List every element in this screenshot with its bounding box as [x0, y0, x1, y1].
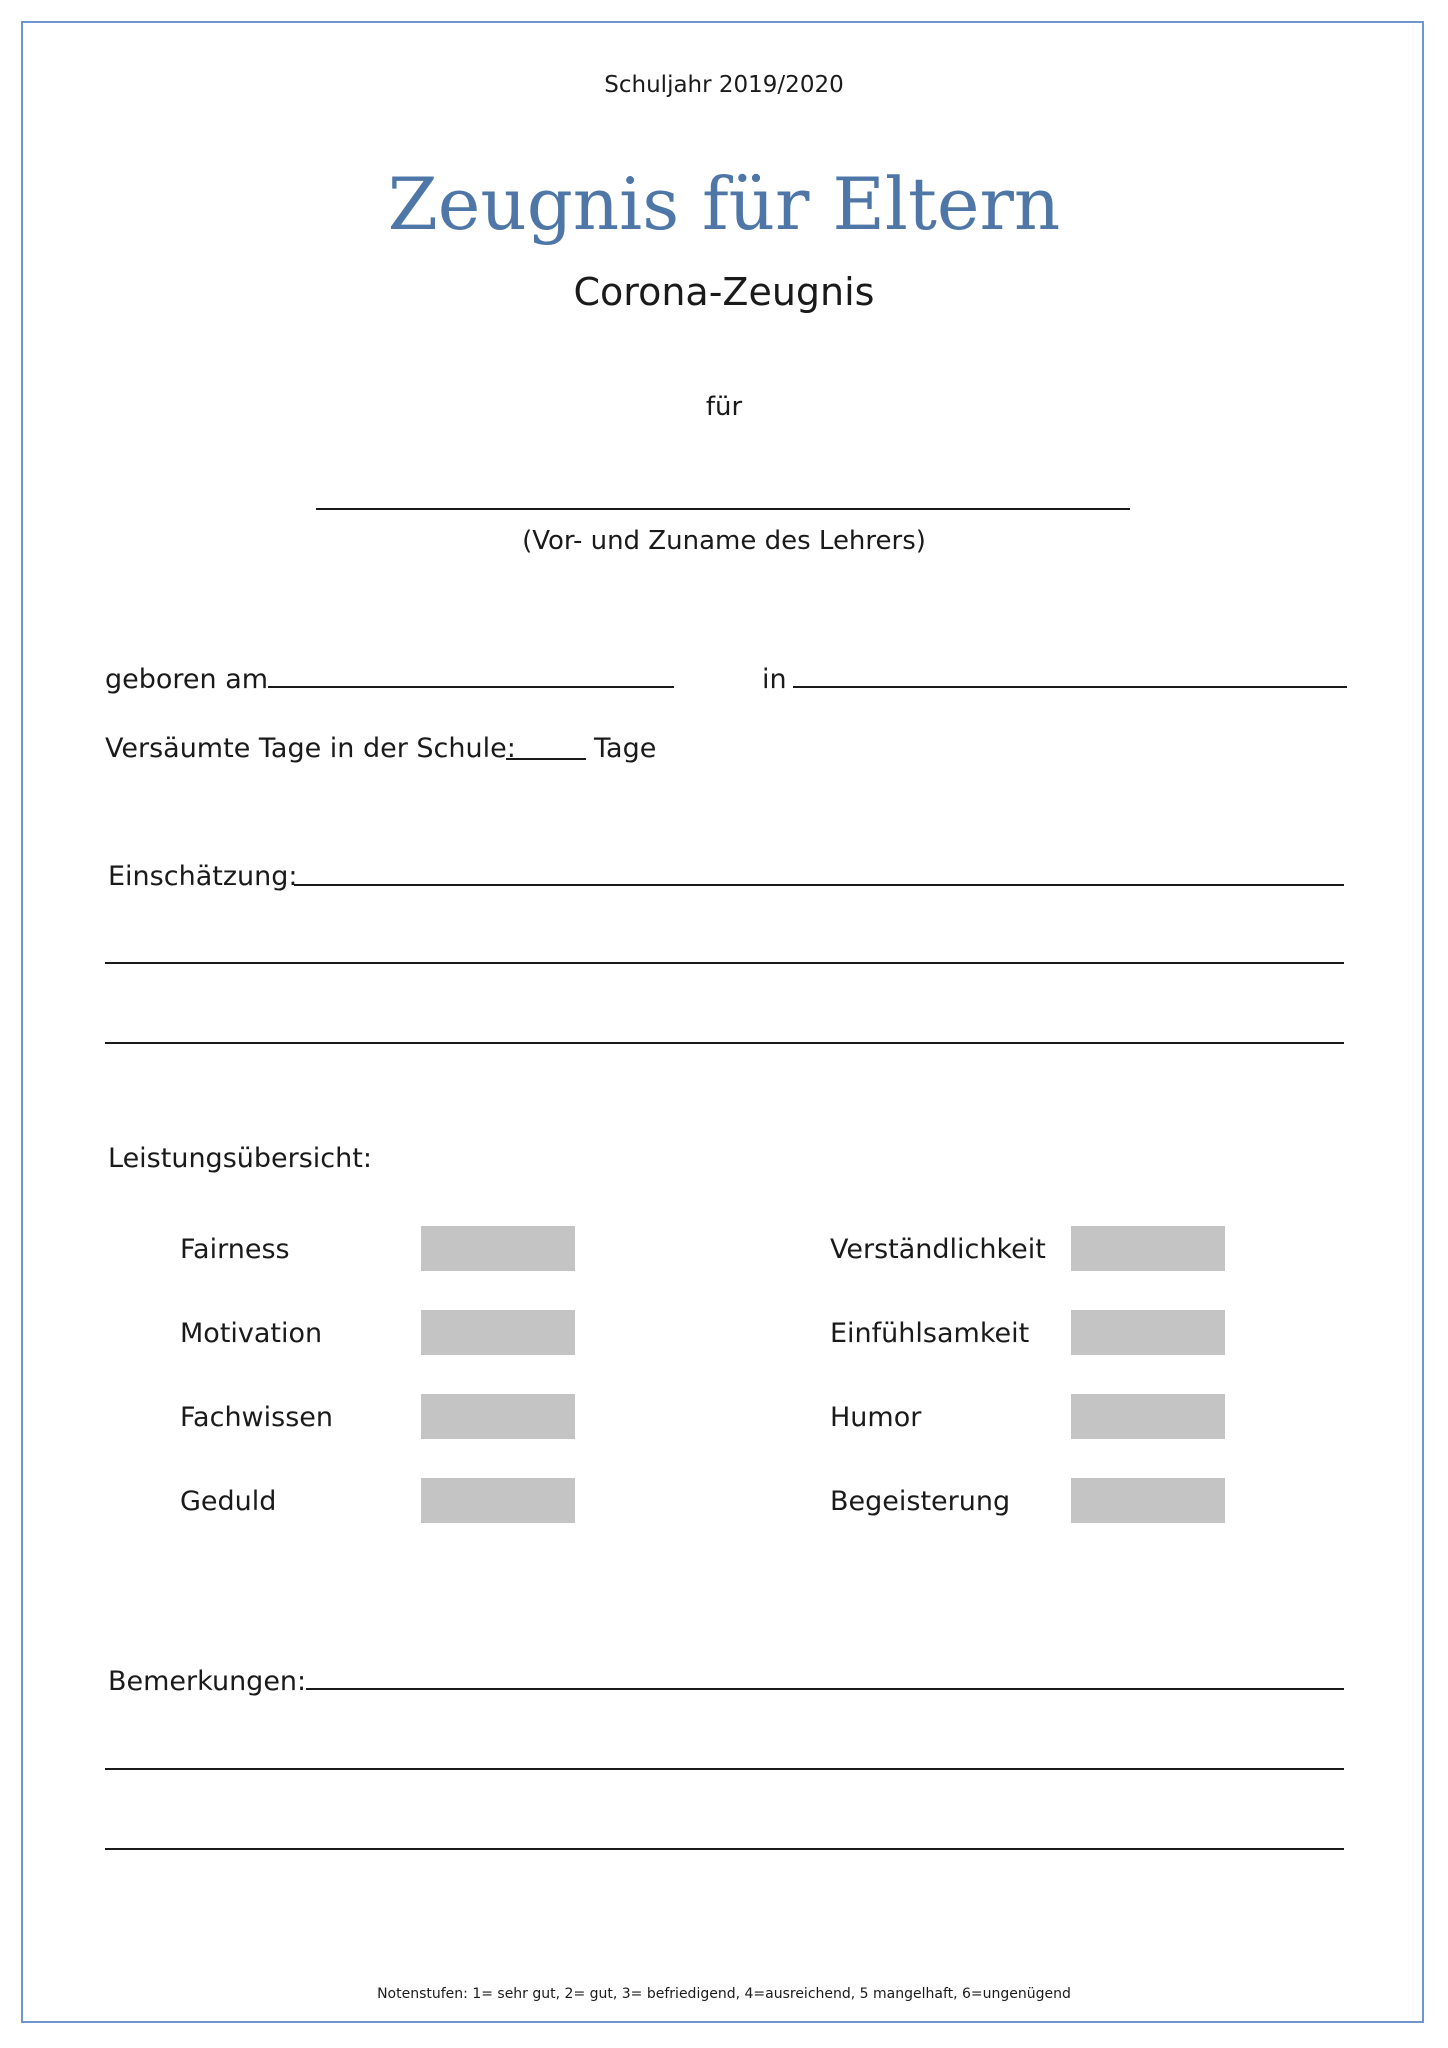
criterion-fachwissen: Fachwissen	[180, 1402, 333, 1433]
remarks-label: Bemerkungen:	[108, 1666, 307, 1697]
page-border	[21, 21, 1424, 2023]
assessment-line-1[interactable]	[294, 884, 1344, 886]
grade-box-verstaendlichkeit[interactable]	[1071, 1226, 1225, 1271]
days-unit: Tage	[594, 733, 657, 764]
missed-days-label: Versäumte Tage in der Schule:	[105, 733, 516, 764]
school-year: Schuljahr 2019/2020	[604, 72, 844, 98]
grade-box-fairness[interactable]	[421, 1226, 575, 1271]
assessment-line-2[interactable]	[105, 962, 1344, 964]
grade-box-humor[interactable]	[1071, 1394, 1225, 1439]
assessment-line-3[interactable]	[105, 1042, 1344, 1044]
missed-days-line[interactable]	[506, 758, 586, 760]
assessment-label: Einschätzung:	[108, 861, 298, 892]
grade-box-einfuehlsamkeit[interactable]	[1071, 1310, 1225, 1355]
for-label: für	[705, 392, 743, 422]
criterion-motivation: Motivation	[180, 1318, 323, 1349]
place-label: in	[762, 664, 787, 695]
teacher-name-line[interactable]	[316, 508, 1130, 510]
criterion-begeisterung: Begeisterung	[830, 1486, 1011, 1517]
remarks-line-1[interactable]	[306, 1688, 1344, 1690]
grade-box-motivation[interactable]	[421, 1310, 575, 1355]
remarks-line-2[interactable]	[105, 1768, 1344, 1770]
birthplace-line[interactable]	[793, 686, 1347, 688]
birthdate-line[interactable]	[268, 686, 674, 688]
grade-box-geduld[interactable]	[421, 1478, 575, 1523]
teacher-name-hint: (Vor- und Zuname des Lehrers)	[522, 526, 926, 556]
criterion-geduld: Geduld	[180, 1486, 277, 1517]
overview-label: Leistungsübersicht:	[108, 1143, 372, 1174]
criterion-verstaendlichkeit: Verständlichkeit	[830, 1234, 1046, 1265]
criterion-fairness: Fairness	[180, 1234, 290, 1265]
grade-scale-footnote: Notenstufen: 1= sehr gut, 2= gut, 3= befriedigend, 4=ausreichend, 5 mangelhaft, 6=ungenügend	[377, 1986, 1071, 2002]
remarks-line-3[interactable]	[105, 1848, 1344, 1850]
document-title: Zeugnis für Eltern	[387, 162, 1061, 246]
criterion-humor: Humor	[830, 1402, 922, 1433]
grade-box-fachwissen[interactable]	[421, 1394, 575, 1439]
criterion-einfuehlsamkeit: Einfühlsamkeit	[830, 1318, 1030, 1349]
document-subtitle: Corona-Zeugnis	[573, 270, 875, 314]
born-label: geboren am	[105, 664, 269, 695]
grade-box-begeisterung[interactable]	[1071, 1478, 1225, 1523]
